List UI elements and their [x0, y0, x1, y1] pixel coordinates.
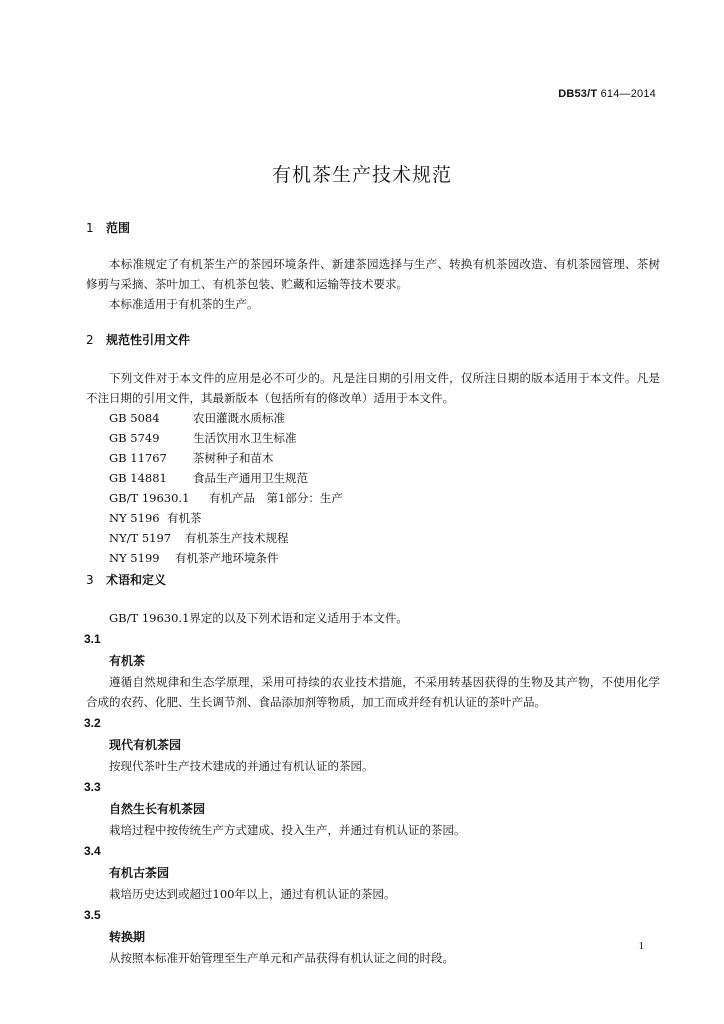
- section-title: 术语和定义: [106, 573, 167, 587]
- term-number: 3.1: [84, 632, 101, 646]
- term-name: 有机古茶园: [109, 866, 170, 880]
- reference-title: 有机产品 第1部分：生产: [209, 491, 343, 505]
- reference-code: GB 11767: [109, 451, 167, 465]
- reference-item: [86, 528, 660, 548]
- reference-item: [86, 408, 660, 428]
- reference-item: [86, 428, 660, 448]
- section-heading: [86, 571, 660, 589]
- reference-title: 茶树种子和苗木: [193, 451, 274, 465]
- section-heading: [86, 331, 660, 349]
- term-number: 3.2: [84, 716, 101, 730]
- section-title: 规范性引用文件: [106, 333, 191, 347]
- term-number: 3.4: [84, 844, 101, 858]
- reference-code: GB 5084: [109, 411, 160, 425]
- section-number: 1: [86, 221, 94, 235]
- term-name: 转换期: [109, 930, 146, 944]
- term-number: 3.5: [84, 908, 101, 922]
- reference-code: NY/T 5197: [109, 531, 172, 545]
- reference-code: NY 5199: [109, 551, 160, 565]
- section-scope: [86, 219, 660, 237]
- paragraph: 下列文件对于本文件的应用是必不可少的。凡是注日期的引用文件，仅所注日期的版本适用于本文件。凡是不注日期的引用文件，其最新版本（包括所有的修改单）适用于本文件。: [86, 371, 660, 405]
- terms-body: [86, 608, 660, 968]
- scope-body: [86, 254, 660, 314]
- standard-prefix: DB53/T: [558, 88, 598, 100]
- references-body: [86, 368, 660, 568]
- term-definition: 按现代茶叶生产技术建成的并通过有机认证的茶园。: [109, 759, 374, 773]
- term-definition: 从按照本标准开始管理至生产单元和产品获得有机认证之间的时段。: [109, 951, 454, 965]
- reference-item: [86, 488, 660, 508]
- reference-item: [86, 508, 660, 528]
- reference-code: NY 5196: [109, 511, 160, 525]
- reference-title: 有机茶: [167, 511, 202, 525]
- reference-title: 农田灌溉水质标准: [193, 411, 285, 425]
- standard-number: 614—2014: [600, 88, 656, 100]
- reference-code: GB 14881: [109, 471, 167, 485]
- section-terms: [86, 571, 660, 589]
- section-references: [86, 331, 660, 349]
- reference-title: 食品生产通用卫生规范: [193, 471, 308, 485]
- reference-title: 有机茶产地环境条件: [175, 551, 279, 565]
- term-name: 有机茶: [109, 654, 146, 668]
- paragraph: 本标准规定了有机茶生产的茶园环境条件、新建茶园选择与生产、转换有机茶园改造、有机茶园管理、茶树修剪与采摘、茶叶加工、有机茶包装、贮藏和运输等技术要求。: [86, 257, 660, 291]
- paragraph: 本标准适用于有机茶的生产。: [109, 297, 259, 311]
- term-definition: 遵循自然规律和生态学原理，采用可持续的农业技术措施，不采用转基因获得的生物及其产物，不使用化学合成的农药、化肥、生长调节剂、食品添加剂等物质，加工而成并经有机认证的茶叶产品。: [86, 675, 660, 709]
- standard-code: [558, 88, 656, 100]
- document-title: 有机茶生产技术规范: [271, 164, 452, 186]
- section-title: 范围: [106, 221, 131, 235]
- reference-title: 有机茶生产技术规程: [185, 531, 289, 545]
- reference-item: [86, 448, 660, 468]
- term-definition: 栽培过程中按传统生产方式建成、投入生产，并通过有机认证的茶园。: [109, 823, 466, 837]
- term-definition: 栽培历史达到或超过100年以上，通过有机认证的茶园。: [109, 887, 396, 901]
- page-number: 1: [638, 940, 644, 952]
- term-name: 自然生长有机茶园: [109, 802, 206, 816]
- term-name: 现代有机茶园: [109, 738, 182, 752]
- reference-item: [86, 548, 660, 568]
- paragraph: GB/T 19630.1界定的以及下列术语和定义适用于本文件。: [109, 611, 408, 625]
- section-number: 2: [86, 333, 94, 347]
- reference-code: GB 5749: [109, 431, 160, 445]
- term-number: 3.3: [84, 780, 101, 794]
- reference-item: [86, 468, 660, 488]
- section-heading: [86, 219, 660, 237]
- reference-title: 生活饮用水卫生标准: [193, 431, 297, 445]
- reference-code: GB/T 19630.1: [109, 491, 190, 505]
- section-number: 3: [86, 573, 94, 587]
